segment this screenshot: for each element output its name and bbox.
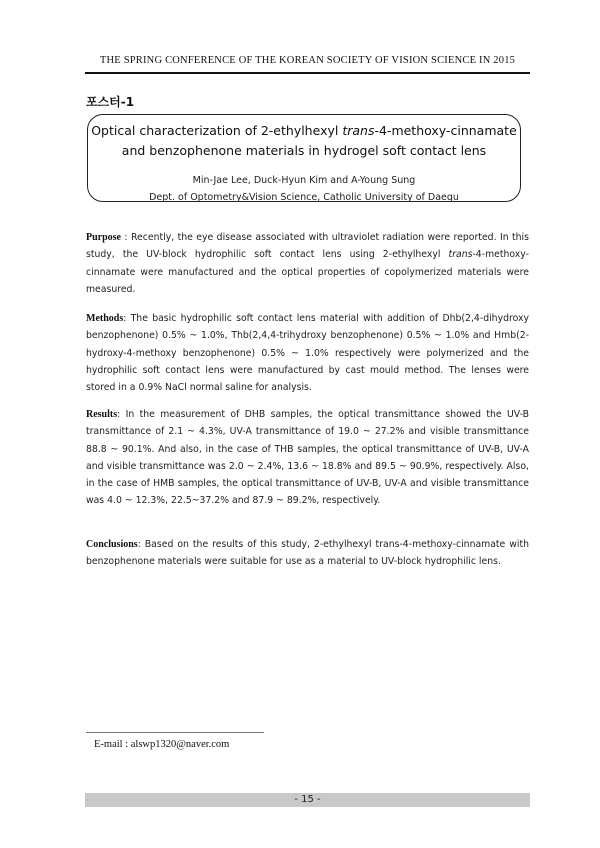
methods-paragraph: [86, 310, 529, 396]
title-italic-trans: trans: [342, 123, 375, 138]
poster-label: 포스터-1: [86, 95, 135, 109]
page-number: - 15 -: [294, 794, 321, 805]
title-line-2: and benzophenone materials in hydrogel soft contact lens: [121, 143, 487, 158]
header-rule: [85, 72, 530, 74]
results-paragraph: [86, 406, 529, 510]
title-line-1: [88, 123, 520, 138]
title-line-1-pre: Optical characterization of 2-ethylhexyl: [91, 123, 343, 138]
running-header: THE SPRING CONFERENCE OF THE KOREAN SOCIETY OF VISION SCIENCE IN 2015: [99, 55, 516, 66]
purpose-label: Purpose: [86, 232, 121, 243]
page-number-bar: [85, 793, 530, 807]
purpose-paragraph: [86, 229, 529, 298]
purpose-text-pre: : Recently, the eye disease associated with ultraviolet radiation were reported. In this study, the UV-block hydrophilic soft contact lens using 2-ethylhexyl: [86, 232, 529, 261]
purpose-italic-trans: trans: [448, 249, 473, 261]
title-box: [87, 114, 521, 202]
affiliation: Dept. of Optometry&Vision Science, Catholic University of Daegu: [149, 192, 459, 203]
conclusions-label: Conclusions: [86, 539, 138, 550]
methods-label: Methods: [86, 313, 124, 324]
title-line-1-post: -4-methoxy-cinnamate: [374, 123, 517, 138]
footnote-rule: [86, 732, 264, 733]
results-text: : In the measurement of DHB samples, the optical transmittance showed the UV-B transmittance of 2.1 ~ 4.3%, UV-A transmittance of 19.0 ~ 27.2% and visible transmittance 88.8 ~ 90.1%. And also, in the case of THB samples, the optical transmittance of UV-B, UV-A and visible transmittance was 2.0 ~ 2.4%, 13.6 ~ 18.8% and 89.5 ~ 90.9%, respectively. Also, in the case of HMB samples, the optical transmittance of UV-B, UV-A and visible transmittance was 4.0 ~ 12.3%, 22.5~37.2% and 87.9 ~ 89.2%, respectively.: [86, 409, 529, 507]
conclusions-text: : Based on the results of this study, 2-ethylhexyl trans-4-methoxy-cinnamate with benzophenone materials were suitable for use as a material to UV-block hydrophilic lens.: [86, 539, 529, 568]
footnote-email: E-mail : alswp1320@naver.com: [94, 739, 230, 750]
authors: Min-Jae Lee, Duck-Hyun Kim and A-Young Sung: [192, 175, 416, 186]
results-label: Results: [86, 409, 118, 420]
methods-text: : The basic hydrophilic soft contact lens material with addition of Dhb(2,4-dihydroxy benzophenone) 0.5% ~ 1.0%, Thb(2,4,4-trihydroxy benzophenone) 0.5% ~ 1.0% and Hmb(2-hydroxy-4-methoxy benzophenone) 0.5% ~ 1.0% respectively were polymerized and the hydrophilic soft contact lens were manufactured by cast mould method. The lenses were stored in a 0.9% NaCl normal saline for analysis.: [86, 313, 529, 394]
purpose-text-post: -4-methoxy-cinnamate were manufactured and the optical properties of copolymerized materials were measured.: [86, 249, 529, 295]
conclusions-paragraph: [86, 536, 529, 571]
